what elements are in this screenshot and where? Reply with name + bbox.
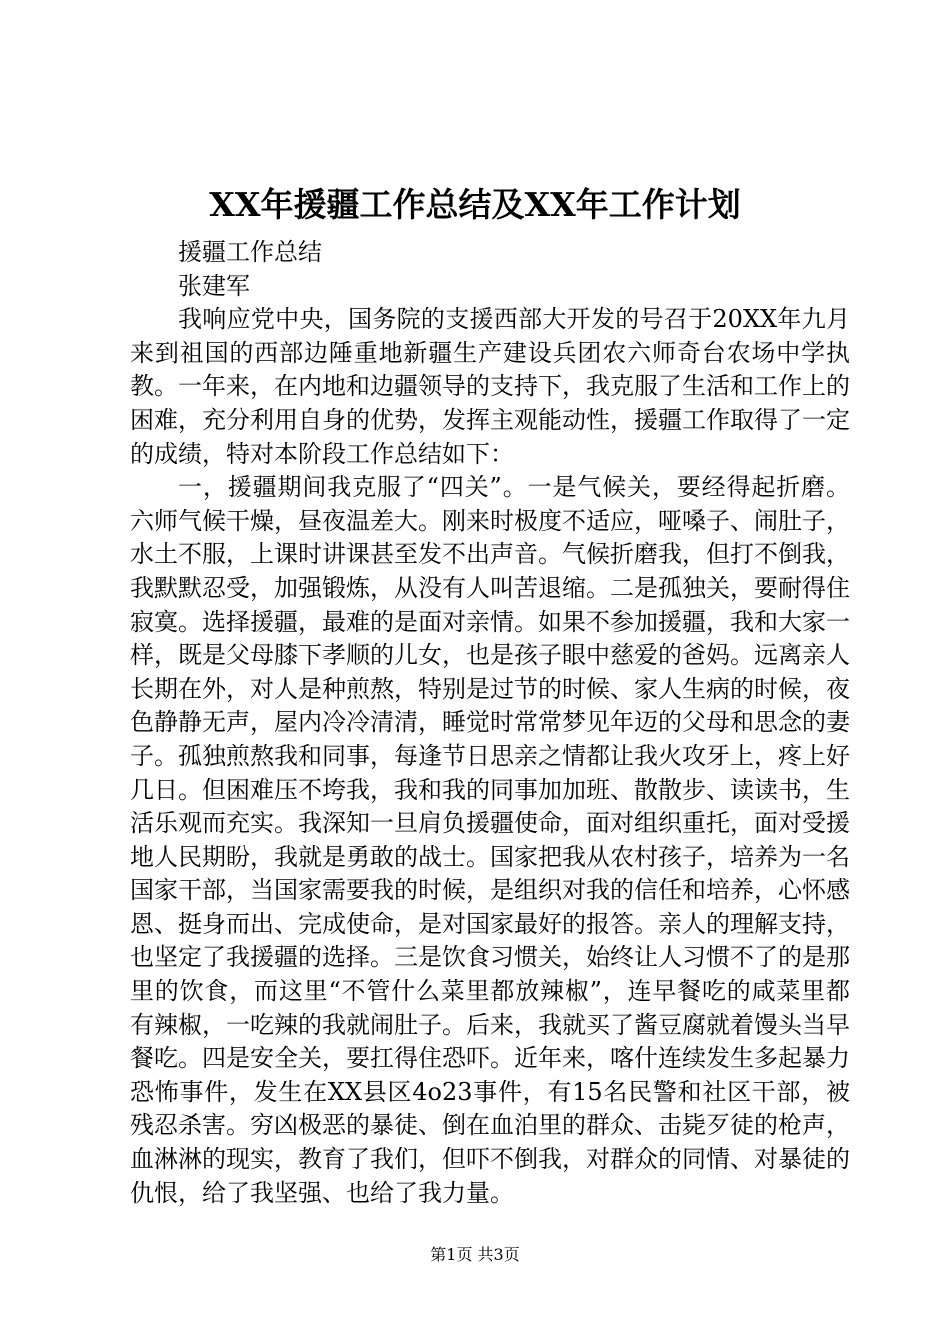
page-footer: 第1页 共3页	[430, 1245, 520, 1264]
paragraph-four-challenges: 一，援疆期间我克服了“四关”。一是气候关，要经得起折磨。六师气候干燥，昼夜温差大。刚来时极度不适应，哑嗓子、闹肚子，水土不服，上课时讲课甚至发不出声音。气候折磨我，但打不倒我，我默默忍受，加强锻炼，从没有人叫苦退缩。二是孤独关，要耐得住寂寞。选择援疆，最难的是面对亲情。如果不参加援疆，我和大家一样，既是父母膝下孝顺的儿女，也是孩子眼中慈爱的爸妈。远离亲人长期在外，对人是种煎熬，特别是过节的时候、家人生病的时候，夜色静静无声，屋内冷冷清清，睡觉时常常梦见年迈的父母和思念的妻子。孤独煎熬我和同事，每逢节日思亲之情都让我火攻牙上，疼上好几日。但困难压不垮我，我和我的同事加加班、散散步、读读书，生活乐观而充实。我深知一旦肩负援疆使命，面对组织重托，面对受援地人民期盼，我就是勇敢的战士。国家把我从农村孩子，培养为一名国家干部，当国家需要我的时候，是组织对我的信任和培养，心怀感恩、挺身而出、完成使命，是对国家最好的报答。亲人的理解支持，也坚定了我援疆的选择。三是饮食习惯关，始终让人习惯不了的是那里的饮食，而这里“不管什么菜里都放辣椒”，连早餐吃的咸菜里都有辣椒，一吃辣的我就闹肚子。后来，我就买了酱豆腐就着馒头当早餐吃。四是安全关，要扛得住恐吓。近年来，喀什连续发生多起暴力恐怖事件，发生在XX县区4o23事件，有15名民警和社区干部，被残忍杀害。穷凶极恶的暴徒、倒在血泊里的群众、击毙歹徒的枪声，血淋淋的现实，教育了我们，但吓不倒我，对群众的同情、对暴徒的仇恨，给了我坚强、也给了我力量。	[130, 473, 850, 1207]
section-heading: 援疆工作总结	[178, 238, 322, 266]
paragraph-intro: 我响应党中央，国务院的支援西部大开发的号召于20XX年九月来到祖国的西部边陲重地新疆生产建设兵团农六师奇台农场中学执教。一年来，在内地和边疆领导的支持下，我克服了生活和工作上的困难，充分利用自身的优势，发挥主观能动性，援疆工作取得了一定的成绩，特对本阶段工作总结如下：	[130, 305, 850, 468]
document-title: XX年援疆工作总结及XX年工作计划	[209, 185, 741, 224]
author-name: 张建军	[178, 271, 250, 300]
document-body	[130, 236, 850, 1210]
